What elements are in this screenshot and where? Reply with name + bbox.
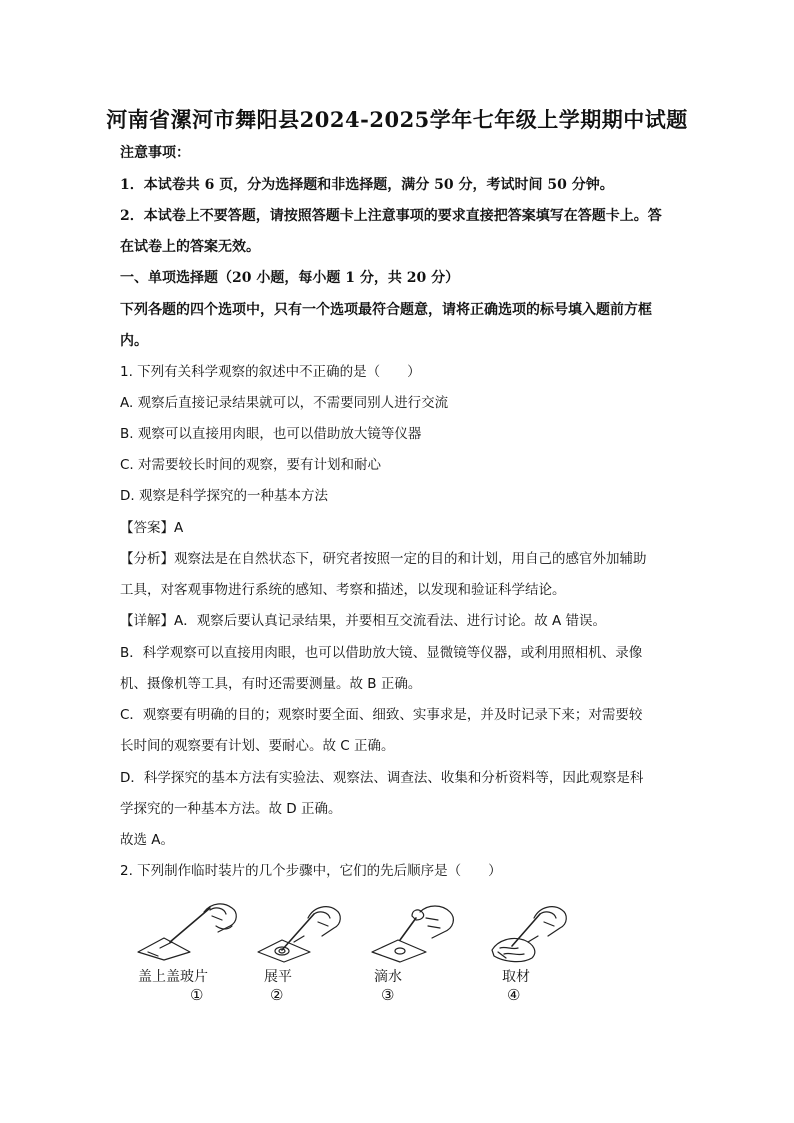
figure-number-2: ② xyxy=(270,986,284,1004)
question-1-analysis-line-1: 【分析】观察法是在自然状态下，研究者按照一定的目的和计划，用自己的感官外加辅助 xyxy=(120,551,647,567)
question-1-detail-line-5: 长时间的观察要有计划、要耐心。故 C 正确。 xyxy=(120,738,395,754)
notice-item-2-line-1: 2．本试卷上不要答题，请按照答题卡上注意事项的要求直接把答案填写在答题卡上。答 xyxy=(120,208,662,224)
section-heading: 一、单项选择题（20 小题，每小题 1 分，共 20 分） xyxy=(120,270,460,286)
section-instruction-line-2: 内。 xyxy=(120,333,148,349)
question-1-option-c: C. 对需要较长时间的观察，要有计划和耐心 xyxy=(120,457,382,473)
question-1-detail-line-7: 学探究的一种基本方法。故 D 正确。 xyxy=(120,801,342,817)
slide-preparation-figure xyxy=(120,896,600,1008)
figure-caption-4: 取材 xyxy=(502,969,530,985)
question-1-detail-line-6: D．科学探究的基本方法有实验法、观察法、调查法、收集和分析资料等，因此观察是科 xyxy=(120,770,644,786)
question-1-stem: 1. 下列有关科学观察的叙述中不正确的是（ ） xyxy=(120,364,421,380)
question-1-detail-line-1: 【详解】A．观察后要认真记录结果，并要相互交流看法、进行讨论。故 A 错误。 xyxy=(120,613,607,629)
question-1-conclusion: 故选 A。 xyxy=(120,832,175,848)
question-1-analysis-line-2: 工具，对客观事物进行系统的感知、考察和描述，以发现和验证科学结论。 xyxy=(120,582,566,598)
question-1-option-b: B. 观察可以直接用肉眼，也可以借助放大镜等仪器 xyxy=(120,426,422,442)
question-1-option-a: A. 观察后直接记录结果就可以，不需要同别人进行交流 xyxy=(120,395,449,411)
question-1-detail-line-4: C．观察要有明确的目的；观察时要全面、细致、实事求是，并及时记录下来；对需要较 xyxy=(120,707,643,723)
figure-caption-1: 盖上盖玻片 xyxy=(138,969,208,985)
spread-step-drawing xyxy=(258,907,340,962)
notice-item-2-line-2: 在试卷上的答案无效。 xyxy=(120,239,260,255)
drip-water-step-drawing xyxy=(372,906,453,962)
take-material-step-drawing xyxy=(492,907,566,962)
question-1-detail-line-2: B．科学观察可以直接用肉眼，也可以借助放大镜、显微镜等仪器，或利用照相机、录像 xyxy=(120,645,643,661)
page-title: 河南省漯河市舞阳县2024-2025学年七年级上学期期中试题 xyxy=(106,107,688,132)
question-2-stem: 2. 下列制作临时装片的几个步骤中，它们的先后顺序是（ ） xyxy=(120,863,502,879)
section-instruction-line-1: 下列各题的四个选项中，只有一个选项最符合题意，请将正确选项的标号填入题前方框 xyxy=(120,302,652,318)
question-1-option-d: D. 观察是科学探究的一种基本方法 xyxy=(120,488,328,504)
figure-caption-3: 滴水 xyxy=(374,969,402,985)
notice-item-1: 1．本试卷共 6 页，分为选择题和非选择题，满分 50 分，考试时间 50 分钟。 xyxy=(120,177,614,193)
figure-caption-2: 展平 xyxy=(264,969,292,985)
figure-number-4: ④ xyxy=(507,986,521,1004)
figure-number-1: ① xyxy=(190,986,204,1004)
question-1-detail-line-3: 机、摄像机等工具，有时还需要测量。故 B 正确。 xyxy=(120,676,422,692)
figure-number-3: ③ xyxy=(381,986,395,1004)
question-1-answer: 【答案】A xyxy=(120,520,184,536)
notice-heading: 注意事项： xyxy=(120,145,190,161)
slide-steps-illustration xyxy=(120,896,600,966)
cover-slip-step-drawing xyxy=(138,904,236,960)
